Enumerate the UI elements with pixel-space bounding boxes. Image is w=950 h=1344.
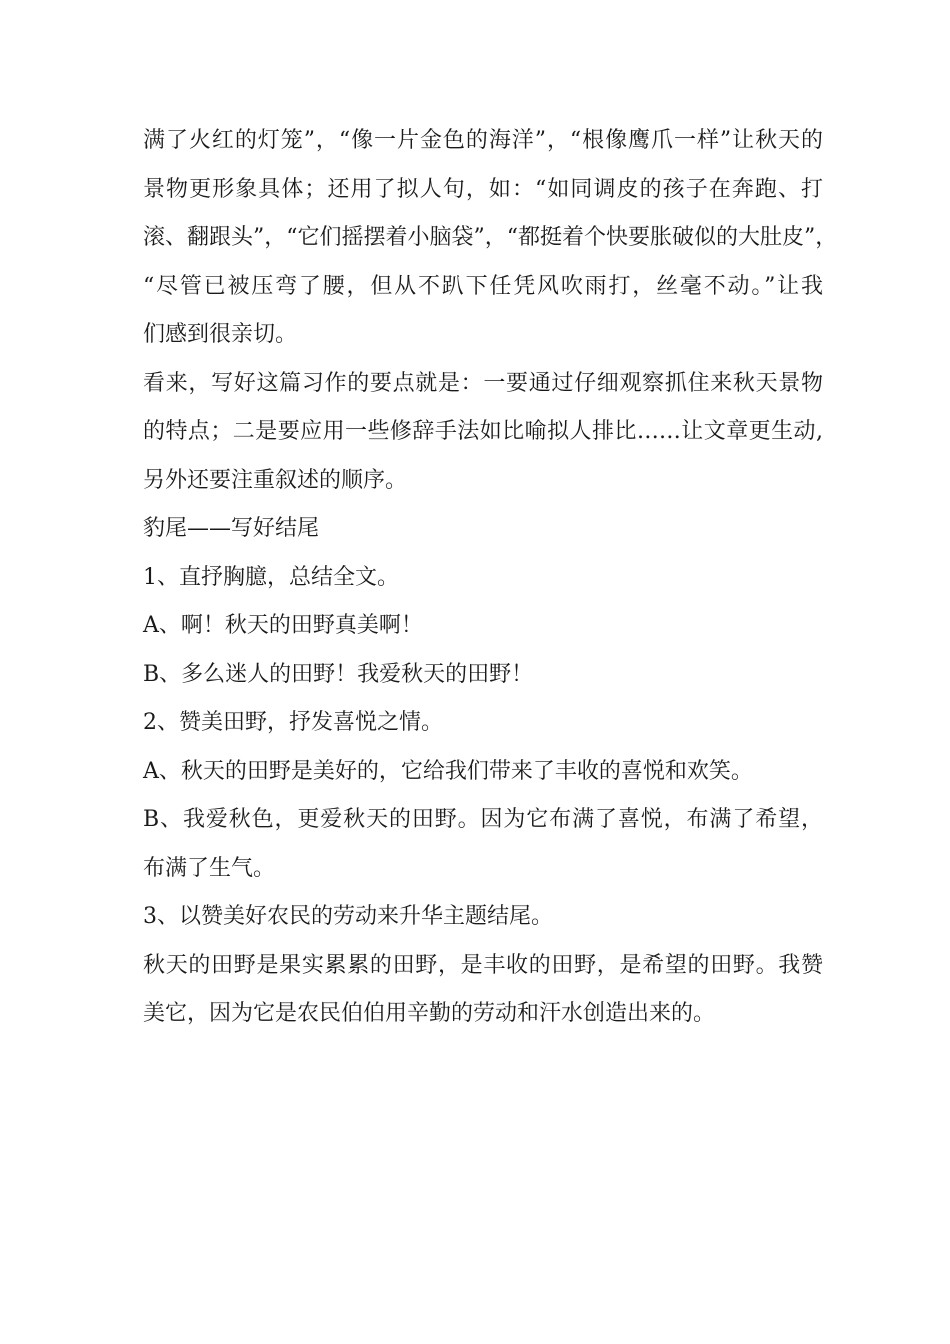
paragraph-line: 另外还要注重叙述的顺序。 (143, 467, 408, 493)
paragraph-line: 美它，因为它是农民伯伯用辛勤的劳动和汗水创造出来的。 (143, 1001, 716, 1026)
list-item: B、多么迷人的田野！我爱秋天的田野！ (143, 661, 534, 687)
list-item: 1、直抒胸臆，总结全文。 (143, 564, 399, 590)
paragraph-line: 秋天的田野是果实累累的田野，是丰收的田野，是希望的田野。我赞 (143, 952, 823, 978)
list-item: 布满了生气。 (143, 855, 276, 881)
section-heading: 豹尾——写好结尾 (143, 516, 320, 541)
paragraph-line: 滚、翻跟头”，“它们摇摆着小脑袋”，“都挺着个快要胀破似的大肚皮”， (143, 225, 838, 250)
document-body (143, 117, 838, 1039)
paragraph-line: 的特点；二是要应用一些修辞手法如比喻拟人排比……让文章更生动, (143, 419, 823, 444)
list-item: 2、赞美田野，抒发喜悦之情。 (143, 710, 443, 735)
list-item: B、我爱秋色，更爱秋天的田野。因为它布满了喜悦，布满了希望， (143, 807, 823, 832)
list-item: 3、以赞美好农民的劳动来升华主题结尾。 (143, 904, 553, 929)
paragraph-line: “尽管已被压弯了腰，但从不趴下任凭风吹雨打，丝毫不动。”让我 (143, 273, 823, 299)
paragraph-line: 景物更形象具体；还用了拟人句，如：“如同调皮的孩子在奔跑、打 (143, 176, 823, 202)
paragraph-line: 们感到很亲切。 (143, 322, 298, 347)
paragraph-line: 看来，写好这篇习作的要点就是：一要通过仔细观察抓住来秋天景物 (143, 370, 823, 396)
paragraph-line: 满了火红的灯笼”，“像一片金色的海洋”，“根像鹰爪一样”让秋天的 (143, 128, 823, 153)
list-item: A、秋天的田野是美好的，它给我们带来了丰收的喜悦和欢笑。 (143, 758, 753, 784)
list-item: A、啊！秋天的田野真美啊！ (143, 613, 423, 638)
